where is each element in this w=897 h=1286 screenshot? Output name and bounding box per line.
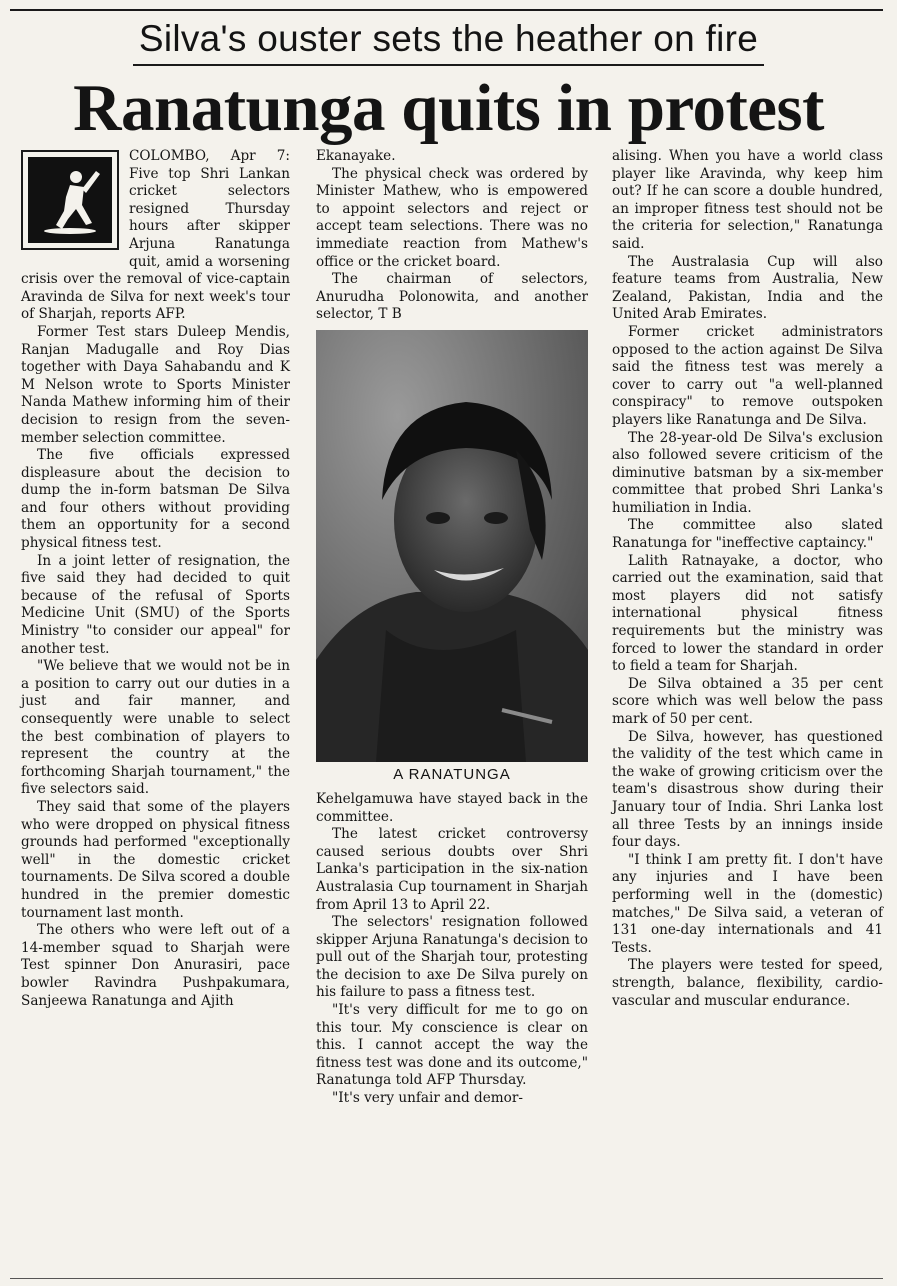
paragraph: The committee also slated Ranatunga for "ineffective captaincy." xyxy=(612,517,883,552)
article-column-2 xyxy=(316,148,588,1108)
photo-caption: A RANATUNGA xyxy=(393,765,511,783)
kicker-text: Silva's ouster sets the heather on fire xyxy=(133,16,764,66)
headline: Ranatunga quits in protest xyxy=(73,71,824,145)
paragraph: Lalith Ratnayake, a doctor, who carried out the examination, said that most players did not satisfy international physical fitness requirements but the ministry was forced to lower the standard in order to field a team for Sharjah. xyxy=(612,552,883,675)
paragraph: COLOMBO, Apr 7: Five top Shri Lankan cricket selectors resigned Thursday hours after skipper Arjuna Ranatunga quit, amid a worsening crisis over the removal of vice-captain Aravinda de Silva for next week's tour of Sharjah, reports AFP. xyxy=(21,148,290,323)
paragraph: The players were tested for speed, strength, balance, flexibility, cardio-vascular and muscular endurance. xyxy=(612,957,883,1009)
paragraph: They said that some of the players who were dropped on physical fitness grounds had performed "exceptionally well" in the domestic cricket tournaments. De Silva scored a double hundred in the premier domestic tournament last month. xyxy=(21,798,290,921)
paragraph: The latest cricket controversy caused serious doubts over Shri Lanka's participation in the six-nation Australasia Cup tournament in Sharjah from April 13 to April 22. xyxy=(316,826,588,913)
ranatunga-photo xyxy=(316,330,588,762)
paragraph: De Silva obtained a 35 per cent score which was well below the pass mark of 50 per cent. xyxy=(612,675,883,727)
paragraph: "We believe that we would not be in a position to carry out our duties in a just and fair manner, and consequently were unable to select the best combination of players to represent the country at the forthcoming Sharjah tournament," the five selectors said. xyxy=(21,658,290,798)
paragraph: Former cricket administrators opposed to the action against De Silva said the fitness test was merely a cover to carry out "a well-planned conspiracy" to remove outspoken players like Ranatunga and De Silva. xyxy=(612,323,883,428)
column-2-top-body xyxy=(316,148,588,324)
column-3-body xyxy=(612,148,883,1010)
top-rule xyxy=(10,9,883,11)
paragraph: The 28-year-old De Silva's exclusion also followed severe criticism of the diminutive batsman by a six-member committee that probed Shri Lanka's humiliation in India. xyxy=(612,429,883,516)
paragraph: "It's very unfair and demor- xyxy=(332,1090,523,1107)
paragraph: Kehelgamuwa have stayed back in the committee. xyxy=(316,790,588,825)
paragraph: Ekanayake. xyxy=(316,148,396,164)
paragraph: The selectors' resignation followed skipper Arjuna Ranatunga's decision to pull out of the Sharjah tour, protesting the decision to axe De Silva purely on his failure to pass a fitness test. xyxy=(316,914,588,1001)
photo-block xyxy=(316,330,588,787)
paragraph: The physical check was ordered by Minister Mathew, who is empowered to appoint selectors and reject or accept team selections. There was no immediate reaction from Mathew's office or the cricket board. xyxy=(316,165,588,270)
paragraph: The Australasia Cup will also feature teams from Australia, New Zealand, Pakistan, India and the United Arab Emirates. xyxy=(612,253,883,323)
paragraph: Former Test stars Duleep Mendis, Ranjan Madugalle and Roy Dias together with Daya Sahabandu and K M Nelson wrote to Sports Minister Nanda Mathew informing him of their decision to resign from the seven-member selection committee. xyxy=(21,323,290,446)
paragraph: De Silva, however, has questioned the validity of the test which came in the wake of growing criticism over the team's disastrous show during their January tour of India. Shri Lanka lost all three Tests by an innings inside four days. xyxy=(612,728,883,851)
paragraph: The others who were left out of a 14-member squad to Sharjah were Test spinner Don Anurasiri, pace bowler Ravindra Pushpakumara, Sanjeewa Ranatunga and Ajith xyxy=(21,922,290,1009)
paragraph: The five officials expressed displeasure about the decision to dump the in-form batsman De Silva and four others without providing them an opportunity for a second physical fitness test. xyxy=(21,447,290,552)
cricket-batsman-icon xyxy=(28,157,112,243)
paragraph: "It's very difficult for me to go on this tour. My conscience is clear on this. I cannot accept the way the fitness test was done and its outcome," Ranatunga told AFP Thursday. xyxy=(316,1002,588,1089)
paragraph: "I think I am pretty fit. I don't have any injuries and I have been performing well in the (domestic) matches," De Silva said, a veteran of 131 one-day internationals and 41 Tests. xyxy=(612,851,883,956)
kicker xyxy=(0,16,897,66)
paragraph: alising. When you have a world class player like Aravinda, why keep him out? If he can score a double hundred, an improper fitness test should not be the criteria for selection," Ranatunga said. xyxy=(612,148,883,252)
column-1-body xyxy=(21,148,290,1010)
paragraph: The chairman of selectors, Anurudha Polonowita, and another selector, T B xyxy=(316,271,588,323)
bottom-rule xyxy=(10,1278,883,1279)
paragraph: In a joint letter of resignation, the five said they had decided to quit because of the refusal of Sports Medicine Unit (SMU) of the Sports Ministry "to consider our appeal" for another test. xyxy=(21,552,290,657)
section-logo xyxy=(21,150,119,250)
article-column-3 xyxy=(612,148,883,1010)
article-column-1 xyxy=(21,148,290,1010)
column-2-bottom-body xyxy=(316,791,588,1108)
